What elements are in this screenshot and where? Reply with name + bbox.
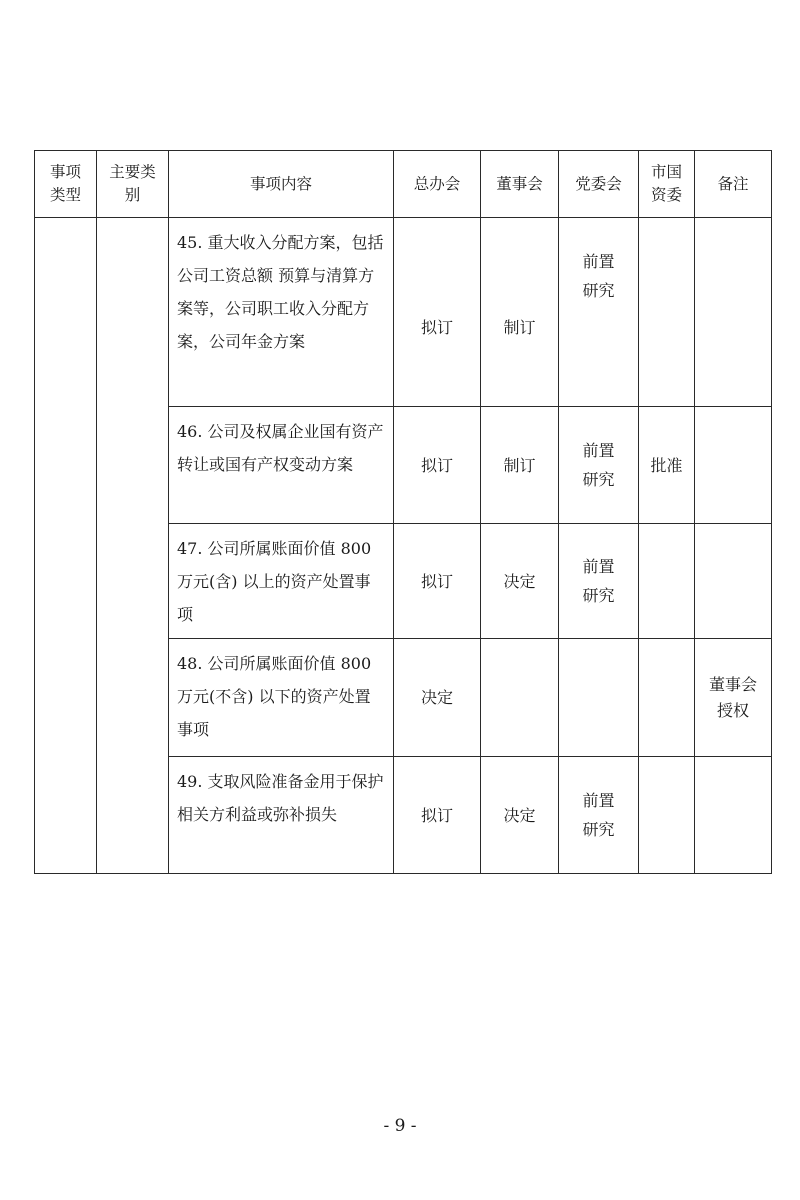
sasac-cell (639, 757, 695, 874)
board-cell: 制订 (481, 407, 559, 524)
sasac-cell (639, 639, 695, 757)
matter-content-cell: 48. 公司所属账面价值 800 万元(不含) 以下的资产处置事项 (169, 639, 394, 757)
header-general-office: 总办会 (394, 151, 481, 218)
general-office-cell: 决定 (394, 639, 481, 757)
party-committee-cell: 前置研究 (559, 218, 639, 407)
board-cell: 决定 (481, 524, 559, 639)
party-committee-cell: 前置研究 (559, 524, 639, 639)
header-remarks: 备注 (695, 151, 772, 218)
table-row (35, 218, 772, 407)
party-committee-cell: 前置研究 (559, 757, 639, 874)
decision-matrix-table (34, 150, 772, 874)
matter-type-cell (35, 218, 97, 874)
general-office-cell: 拟订 (394, 757, 481, 874)
party-committee-cell: 前置研究 (559, 407, 639, 524)
matter-content-cell: 49. 支取风险准备金用于保护相关方利益或弥补损失 (169, 757, 394, 874)
board-cell: 制订 (481, 218, 559, 407)
header-matter-type: 事项类型 (35, 151, 97, 218)
matter-content-cell: 45. 重大收入分配方案，包括公司工资总额 预算与清算方案等，公司职工收入分配方案，公司年金方案 (169, 218, 394, 407)
board-cell: 决定 (481, 757, 559, 874)
main-category-cell (97, 218, 169, 874)
header-matter-content: 事项内容 (169, 151, 394, 218)
sasac-cell (639, 218, 695, 407)
board-cell (481, 639, 559, 757)
header-main-category: 主要类别 (97, 151, 169, 218)
header-party-committee: 党委会 (559, 151, 639, 218)
general-office-cell: 拟订 (394, 218, 481, 407)
general-office-cell: 拟订 (394, 407, 481, 524)
header-row (35, 151, 772, 218)
remarks-cell (695, 524, 772, 639)
header-board: 董事会 (481, 151, 559, 218)
remarks-cell (695, 407, 772, 524)
matter-content-cell: 47. 公司所属账面价值 800 万元(含) 以上的资产处置事项 (169, 524, 394, 639)
remarks-cell: 董事会授权 (695, 639, 772, 757)
sasac-cell (639, 524, 695, 639)
page-number: - 9 - (383, 1116, 417, 1136)
matter-content-cell: 46. 公司及权属企业国有资产转让或国有产权变动方案 (169, 407, 394, 524)
remarks-cell (695, 757, 772, 874)
general-office-cell: 拟订 (394, 524, 481, 639)
header-sasac: 市国资委 (639, 151, 695, 218)
remarks-cell (695, 218, 772, 407)
party-committee-cell (559, 639, 639, 757)
sasac-cell: 批准 (639, 407, 695, 524)
